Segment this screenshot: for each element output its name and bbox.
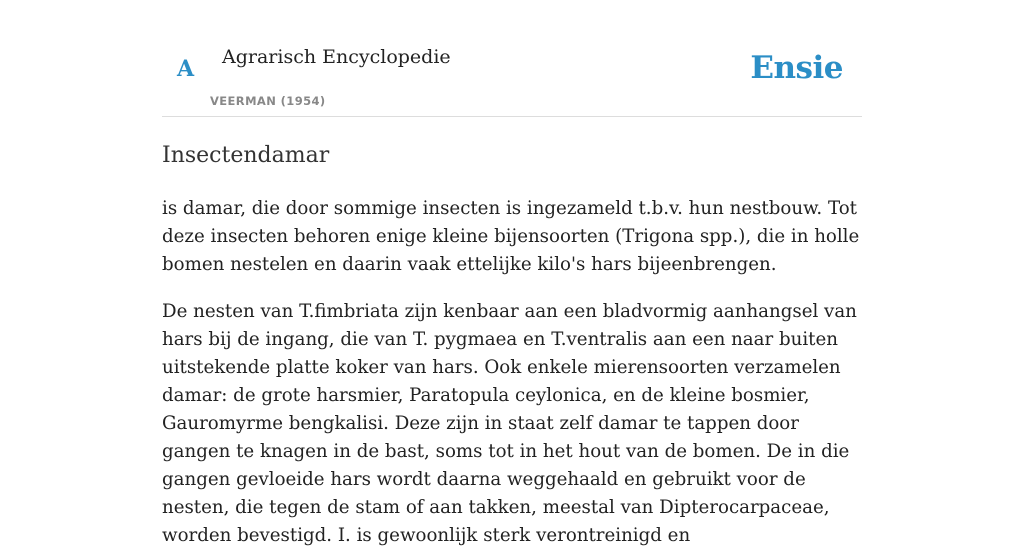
entry-paragraph: is damar, die door sommige insecten is ingezameld t.b.v. hun nestbouw. Tot deze insecten behoren enige kleine bijensoorten (Trigona spp.), die in holle bomen nestelen en daarin vaak ettelijke kilo's hars bijeenbrengen. [162, 198, 860, 275]
entry-paragraph: De nesten van T.fimbriata zijn kenbaar aan een bladvormig aanhangsel van hars bij de ingang, die van T. pygmaea en T.ventralis aan een naar buiten uitstekende platte koker van hars. Ook enkele mierensoorten verzamelen damar: de grote harsmier, Paratopula ceylonica, en de kleine bosmier, Gauromyrme bengkalisi. Deze zijn in staat zelf damar te tappen door gangen te knagen in de bast, soms tot in het hout van de bomen. De in die gangen gevloeide hars wordt daarna weggehaald en gebruikt voor de nesten, die tegen de stam of aan takken, meestal van Dipterocarpaceae, worden bevestigd. I. is gewoonlijk sterk verontreinigd en [162, 301, 857, 546]
page [162, 0, 862, 550]
ensie-logo[interactable]: Ensie [750, 50, 843, 86]
book-subtitle: VEERMAN (1954) [210, 94, 326, 108]
book-title-link[interactable]: Agrarisch Encyclopedie [222, 46, 451, 68]
letter-index-link[interactable]: A [177, 56, 195, 82]
entry-content [162, 195, 862, 550]
header [162, 0, 862, 117]
entry-title: Insectendamar [162, 143, 330, 168]
